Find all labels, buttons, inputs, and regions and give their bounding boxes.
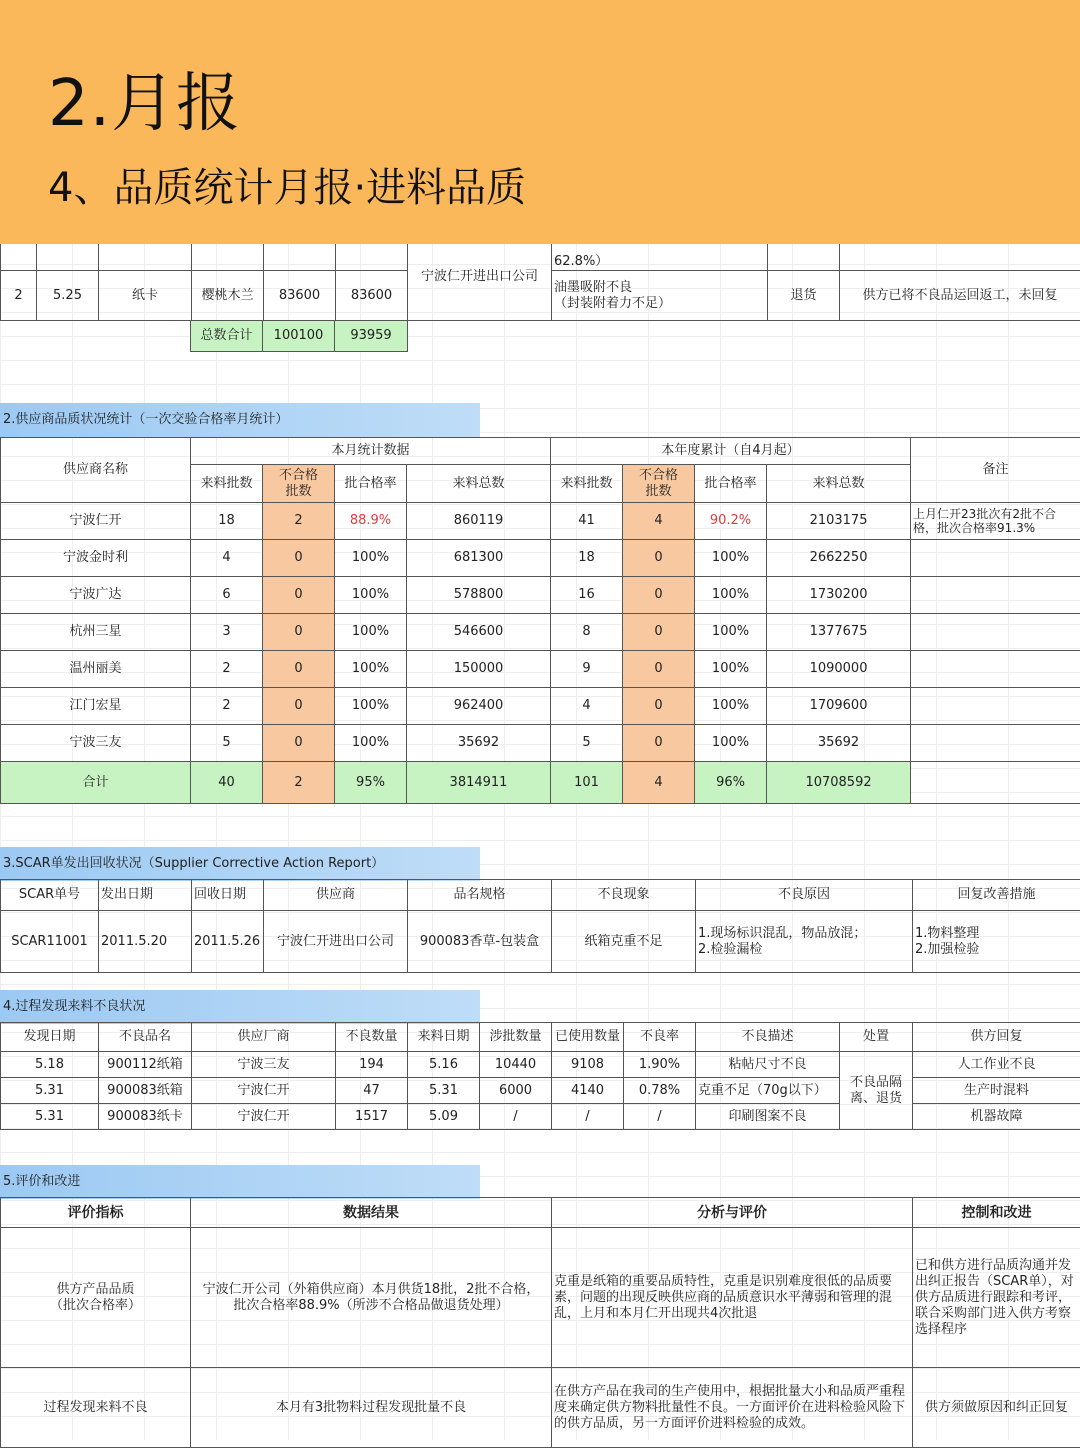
month-rate: 100% [335, 540, 407, 577]
month-rate: 100% [335, 725, 407, 762]
month-batches: 4 [191, 540, 263, 577]
item: 900112纸箱 [99, 1052, 192, 1078]
measures: 1.物料整理 2.加强检验 [913, 911, 1080, 973]
table-row [1, 725, 1080, 762]
month-rate: 95% [335, 762, 407, 804]
year-batches: 16 [551, 577, 623, 614]
header-item: 不良品名 [99, 1023, 192, 1052]
month-batches: 6 [191, 577, 263, 614]
scar-no: SCAR11001 [1, 911, 99, 973]
year-total: 1377675 [767, 614, 911, 651]
month-batches: 2 [191, 651, 263, 688]
header-control: 控制和改进 [913, 1198, 1080, 1228]
year-bad: 4 [623, 503, 695, 540]
incoming-date: 5.09 [408, 1104, 480, 1130]
issue-date: 2011.5.20 [99, 911, 192, 973]
lot-qty: 10440 [480, 1052, 552, 1078]
remark [911, 725, 1080, 762]
incoming-date: 5.16 [408, 1052, 480, 1078]
indicator: 供方产品品质 （批次合格率） [1, 1228, 191, 1368]
partial-text-cell: 62.8%） [552, 233, 768, 271]
header-issue-date: 发出日期 [99, 880, 192, 911]
month-total: 962400 [407, 688, 551, 725]
header-batches: 来料批数 [191, 465, 263, 503]
page-title: 2.月报 [48, 52, 241, 144]
bad-qty: 1517 [336, 1104, 408, 1130]
table-row [1, 503, 1080, 540]
total-qty: 100100 [263, 321, 335, 352]
used-qty: 9108 [552, 1052, 624, 1078]
year-total: 1709600 [767, 688, 911, 725]
year-total: 2662250 [767, 540, 911, 577]
year-batches: 9 [551, 651, 623, 688]
found-date: 5.31 [1, 1104, 99, 1130]
month-rate: 100% [335, 651, 407, 688]
month-batches: 18 [191, 503, 263, 540]
table-row [1, 1104, 1080, 1130]
year-batches: 18 [551, 540, 623, 577]
month-bad: 0 [263, 614, 335, 651]
header-measures: 回复改善措施 [913, 880, 1080, 911]
used-qty: / [552, 1104, 624, 1130]
header-month-group: 本月统计数据 [191, 438, 551, 465]
year-rate: 100% [695, 688, 767, 725]
header-disposal: 处置 [840, 1023, 913, 1052]
name-cell: 樱桃木兰 [192, 271, 264, 321]
year-bad: 0 [623, 577, 695, 614]
year-bad: 0 [623, 651, 695, 688]
section-banner: 2.供应商品质状况统计（一次交验合格率月统计） [0, 403, 480, 437]
remark [911, 651, 1080, 688]
supplier-name: 宁波金时利 [1, 540, 191, 577]
month-bad: 2 [263, 762, 335, 804]
indicator: 过程发现来料不良 [1, 1368, 191, 1448]
remark [911, 577, 1080, 614]
reply: 机器故障 [913, 1104, 1080, 1130]
header-scar-no: SCAR单号 [1, 880, 99, 911]
supplier-name: 宁波三友 [1, 725, 191, 762]
header-result: 数据结果 [191, 1198, 552, 1228]
month-total: 150000 [407, 651, 551, 688]
item: 900083纸卡 [99, 1104, 192, 1130]
supplier: 宁波仁开 [192, 1078, 336, 1104]
total-label: 合计 [1, 762, 191, 804]
year-batches: 4 [551, 688, 623, 725]
reply: 人工作业不良 [913, 1052, 1080, 1078]
month-rate: 100% [335, 577, 407, 614]
table-row [1, 911, 1080, 973]
month-bad: 0 [263, 540, 335, 577]
month-rate: 100% [335, 614, 407, 651]
table-row [1, 688, 1080, 725]
year-rate: 100% [695, 577, 767, 614]
material-cell: 纸卡 [99, 271, 192, 321]
header-pass-rate: 批合格率 [695, 465, 767, 503]
year-rate: 100% [695, 651, 767, 688]
analysis: 克重是纸箱的重要品质特性，克重是识别难度很低的品质要素，问题的出现反映供应商的品质意识水平薄弱和管理的混乱，上月和本月仁开出现共4次批退 [552, 1228, 913, 1368]
header-cause: 不良原因 [696, 880, 913, 911]
header-remark: 备注 [911, 438, 1080, 503]
header-supplier: 供应商名称 [1, 438, 191, 503]
action-cell: 退货 [768, 271, 840, 321]
table-row [1, 614, 1080, 651]
month-total: 681300 [407, 540, 551, 577]
found-date: 5.31 [1, 1078, 99, 1104]
supplier-cell: 宁波仁开进出口公司 [408, 233, 552, 321]
year-rate: 100% [695, 614, 767, 651]
table-row [1, 1052, 1080, 1078]
month-batches: 40 [191, 762, 263, 804]
header-reply: 供方回复 [913, 1023, 1080, 1052]
supplier: 宁波三友 [192, 1052, 336, 1078]
month-total: 578800 [407, 577, 551, 614]
total-label: 总数合计 [191, 321, 263, 352]
supplier-name: 杭州三星 [1, 614, 191, 651]
remark [911, 614, 1080, 651]
month-batches: 5 [191, 725, 263, 762]
month-total: 546600 [407, 614, 551, 651]
used-qty: 4140 [552, 1078, 624, 1104]
header-supplier: 供应厂商 [192, 1023, 336, 1052]
header-found-date: 发现日期 [1, 1023, 99, 1052]
year-total: 35692 [767, 725, 911, 762]
disposal: 不良品隔离、退货 [840, 1052, 913, 1130]
description: 克重不足（70g以下） [696, 1078, 840, 1104]
spec: 900083香草-包装盒 [408, 911, 552, 973]
header-indicator: 评价指标 [1, 1198, 191, 1228]
total-row [1, 762, 1080, 804]
total-qty: 93959 [335, 321, 408, 352]
table-row [1, 1368, 1080, 1448]
month-total: 3814911 [407, 762, 551, 804]
date-cell: 5.25 [37, 271, 99, 321]
header-total: 来料总数 [767, 465, 911, 503]
year-total: 2103175 [767, 503, 911, 540]
header-bad-batches: 不合格 批数 [623, 465, 695, 503]
defect-rate: 1.90% [624, 1052, 696, 1078]
header-description: 不良描述 [696, 1023, 840, 1052]
remark [911, 762, 1080, 804]
remark: 上月仁开23批次有2批不合格，批次合格率91.3% [911, 503, 1080, 540]
defect: 纸箱克重不足 [552, 911, 696, 973]
year-bad: 4 [623, 762, 695, 804]
year-rate: 100% [695, 725, 767, 762]
header-spec: 品名规格 [408, 880, 552, 911]
supplier-name: 宁波广达 [1, 577, 191, 614]
defect-rate: 0.78% [624, 1078, 696, 1104]
header-defect-rate: 不良率 [624, 1023, 696, 1052]
page-subtitle: 4、品质统计月报·进料品质 [48, 156, 526, 213]
scar-table [0, 879, 1080, 973]
year-total: 1730200 [767, 577, 911, 614]
month-bad: 0 [263, 688, 335, 725]
remark [911, 540, 1080, 577]
year-rate: 100% [695, 540, 767, 577]
month-bad: 0 [263, 725, 335, 762]
header-defect: 不良现象 [552, 880, 696, 911]
month-rate: 88.9% [335, 503, 407, 540]
process-defect-table [0, 1022, 1080, 1130]
month-total: 860119 [407, 503, 551, 540]
year-batches: 5 [551, 725, 623, 762]
month-rate: 100% [335, 688, 407, 725]
month-bad: 0 [263, 651, 335, 688]
qty-cell: 83600 [336, 271, 408, 321]
supplier: 宁波仁开 [192, 1104, 336, 1130]
qty-cell: 83600 [264, 271, 336, 321]
header-pass-rate: 批合格率 [335, 465, 407, 503]
header-year-group: 本年度累计（自4月起） [551, 438, 911, 465]
month-total: 35692 [407, 725, 551, 762]
cause: 1.现场标识混乱，物品放混； 2.检验漏检 [696, 911, 913, 973]
table-row [1, 1078, 1080, 1104]
supplier-name: 宁波仁开 [1, 503, 191, 540]
bad-qty: 194 [336, 1052, 408, 1078]
header-used-qty: 已使用数量 [552, 1023, 624, 1052]
item: 900083纸箱 [99, 1078, 192, 1104]
year-batches: 41 [551, 503, 623, 540]
year-total: 1090000 [767, 651, 911, 688]
year-rate: 96% [695, 762, 767, 804]
header-incoming-date: 来料日期 [408, 1023, 480, 1052]
month-batches: 2 [191, 688, 263, 725]
header-bad-batches: 不合格 批数 [263, 465, 335, 503]
bad-qty: 47 [336, 1078, 408, 1104]
description: 印刷图案不良 [696, 1104, 840, 1130]
defect-rate: / [624, 1104, 696, 1130]
month-batches: 3 [191, 614, 263, 651]
control: 已和供方进行品质沟通并发出纠正报告（SCAR单），对供方品质进行跟踪和考评，联合采购部门进入供方考察选择程序 [913, 1228, 1080, 1368]
description: 粘帖尺寸不良 [696, 1052, 840, 1078]
incoming-defect-table [0, 232, 1080, 352]
year-bad: 0 [623, 614, 695, 651]
header-batches: 来料批数 [551, 465, 623, 503]
result: 本月有3批物料过程发现批量不良 [191, 1368, 552, 1448]
year-batches: 101 [551, 762, 623, 804]
found-date: 5.18 [1, 1052, 99, 1078]
header-supplier: 供应商 [264, 880, 408, 911]
analysis: 在供方产品在我司的生产使用中，根据批量大小和品质严重程度来确定供方物料批量性不良。一方面评价在进料检验风险下的供方品质，另一方面评价进料检验的成效。 [552, 1368, 913, 1448]
section-banner: 5.评价和改进 [0, 1165, 480, 1199]
table-row [1, 577, 1080, 614]
remark [911, 688, 1080, 725]
section-banner: 4.过程发现来料不良状况 [0, 990, 480, 1024]
incoming-date: 5.31 [408, 1078, 480, 1104]
lot-qty: 6000 [480, 1078, 552, 1104]
supplier-name: 江门宏星 [1, 688, 191, 725]
supplier: 宁波仁开进出口公司 [264, 911, 408, 973]
header-analysis: 分析与评价 [552, 1198, 913, 1228]
return-date: 2011.5.26 [192, 911, 264, 973]
table-row [1, 540, 1080, 577]
year-bad: 0 [623, 688, 695, 725]
year-rate: 90.2% [695, 503, 767, 540]
supplier-quality-table [0, 437, 1080, 804]
table-row [1, 651, 1080, 688]
header-lot-qty: 涉批数量 [480, 1023, 552, 1052]
supplier-name: 温州丽美 [1, 651, 191, 688]
reply-cell: 供方已将不良品运回返工，未回复 [840, 271, 1080, 321]
year-batches: 8 [551, 614, 623, 651]
title-banner [0, 0, 1080, 244]
reply: 生产时混料 [913, 1078, 1080, 1104]
table-row [1, 1228, 1080, 1368]
result: 宁波仁开公司（外箱供应商）本月供货18批，2批不合格，批次合格率88.9%（所涉不合格品做退货处理） [191, 1228, 552, 1368]
header-total: 来料总数 [407, 465, 551, 503]
header-return-date: 回收日期 [192, 880, 264, 911]
month-bad: 0 [263, 577, 335, 614]
section-banner: 3.SCAR单发出回收状况（Supplier Corrective Action Report） [0, 847, 480, 881]
year-bad: 0 [623, 725, 695, 762]
control: 供方须做原因和纠正回复 [913, 1368, 1080, 1448]
month-bad: 2 [263, 503, 335, 540]
year-bad: 0 [623, 540, 695, 577]
year-total: 10708592 [767, 762, 911, 804]
evaluation-table [0, 1197, 1080, 1448]
defect-cell: 油墨吸附不良 （封装附着力不足） [552, 271, 768, 321]
row-number: 2 [1, 271, 37, 321]
lot-qty: / [480, 1104, 552, 1130]
header-bad-qty: 不良数量 [336, 1023, 408, 1052]
